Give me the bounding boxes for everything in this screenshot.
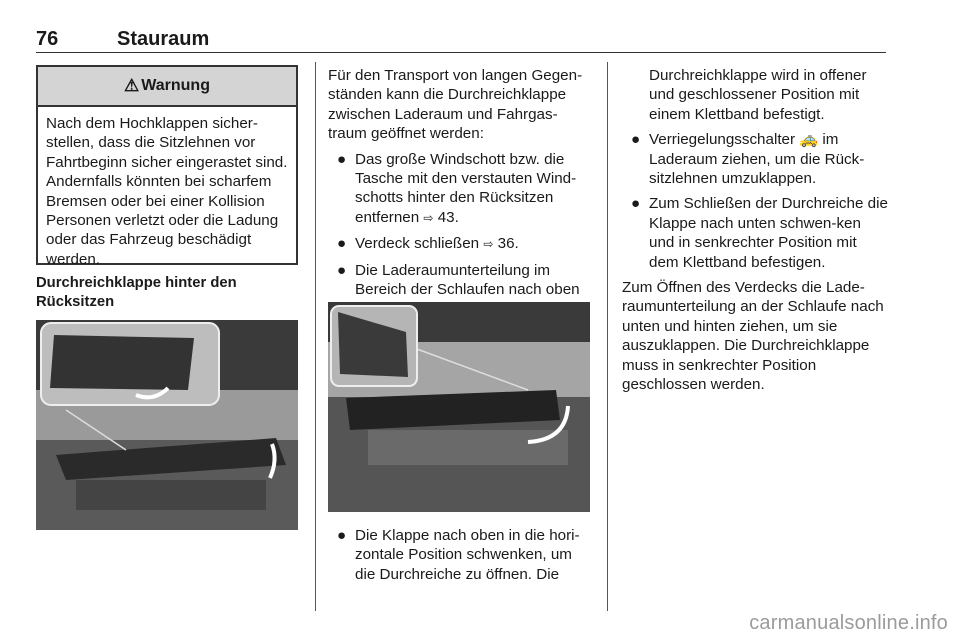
warning-header [38, 67, 296, 107]
continued-text: Durchreichklappe wird in offener und geschlossener Position mit einem Klettband befestigt. [649, 67, 867, 123]
header-rule [36, 52, 886, 53]
page-title: Stauraum [117, 28, 210, 50]
warning-title: Warnung [141, 77, 210, 94]
list-item: ● Verdeck schließen ⇨ 36. [337, 235, 519, 253]
bullet-icon: ● [337, 527, 347, 544]
flap-opening-illustration [328, 302, 590, 512]
list-item: ● Die Laderaumunterteilung im Bereich der Schlaufen nach oben [328, 261, 593, 320]
column-separator [607, 62, 608, 611]
flap-opening-illustration-svg [328, 302, 590, 512]
bullet-icon: ● [337, 235, 347, 253]
section-heading: Durchreichklappe hinter den Rücksitzen [36, 275, 237, 310]
page-reference-link[interactable]: 43. [437, 208, 459, 226]
paragraph: Zum Öffnen des Verdecks die Lade-raumunterteilung an der Schlaufe nach unten und hinten ziehen, um sie auszuklappen. Die Durchreichklappe muss in senkrechter Position geschlossen werden. [622, 279, 884, 394]
page-number: 76 [36, 28, 59, 50]
bullet-icon: ● [337, 150, 347, 168]
column-2 [328, 66, 593, 320]
list-item: ● Das große Windschott bzw. die Tasche mit den verstauten Wind-schotts hinter den Rücksitzen entfernen ⇨ 43. [337, 150, 577, 226]
warning-box [36, 65, 298, 268]
watermark: carmanualsonline.info [749, 612, 948, 634]
warning-text: Nach dem Hochklappen sicher-stellen, dass die Sitzlehnen vor Fahrtbeginn sicher eingerastet sind. Andernfalls könnten bei scharfem Bremsen oder bei einer Kollision Personen verletzt oder die Ladung oder das Fahrzeug beschädigt werden. [46, 115, 288, 268]
pass-through-flap-illustration [36, 320, 298, 530]
bullet-icon: ● [631, 131, 641, 149]
page-reference-link[interactable]: 36. [497, 235, 519, 253]
reference-arrow-icon: ⇨ [423, 210, 434, 225]
list-item: ● Verriegelungsschalter 🚕 im Laderaum ziehen, um die Rück-sitzlehnen umzuklappen. [631, 131, 865, 188]
lock-switch-symbol-icon: 🚕 [799, 131, 819, 149]
column-2-continued [328, 526, 593, 584]
reference-arrow-icon: ⇨ [483, 237, 494, 252]
list-item: ● Zum Schließen der Durchreiche die Klappe nach unten schwen-ken und in senkrechter Position mit dem Klettband befestigen. [631, 195, 888, 271]
list-item: ● Die Klappe nach oben in die hori-zontale Position schwenken, um die Durchreiche zu öffnen. Die [337, 527, 580, 583]
bullet-icon: ● [337, 261, 347, 279]
pass-through-flap-illustration-svg [36, 320, 298, 530]
intro-paragraph: Für den Transport von langen Gegen-ständen kann die Durchreichklappe zwischen Laderaum und Fahrgas-traum geöffnet werden: [328, 67, 583, 143]
warning-triangle-icon: ⚠ [124, 76, 140, 95]
bullet-icon: ● [631, 195, 641, 213]
column-3 [622, 66, 888, 395]
page-header [36, 28, 886, 52]
column-separator [315, 62, 316, 611]
